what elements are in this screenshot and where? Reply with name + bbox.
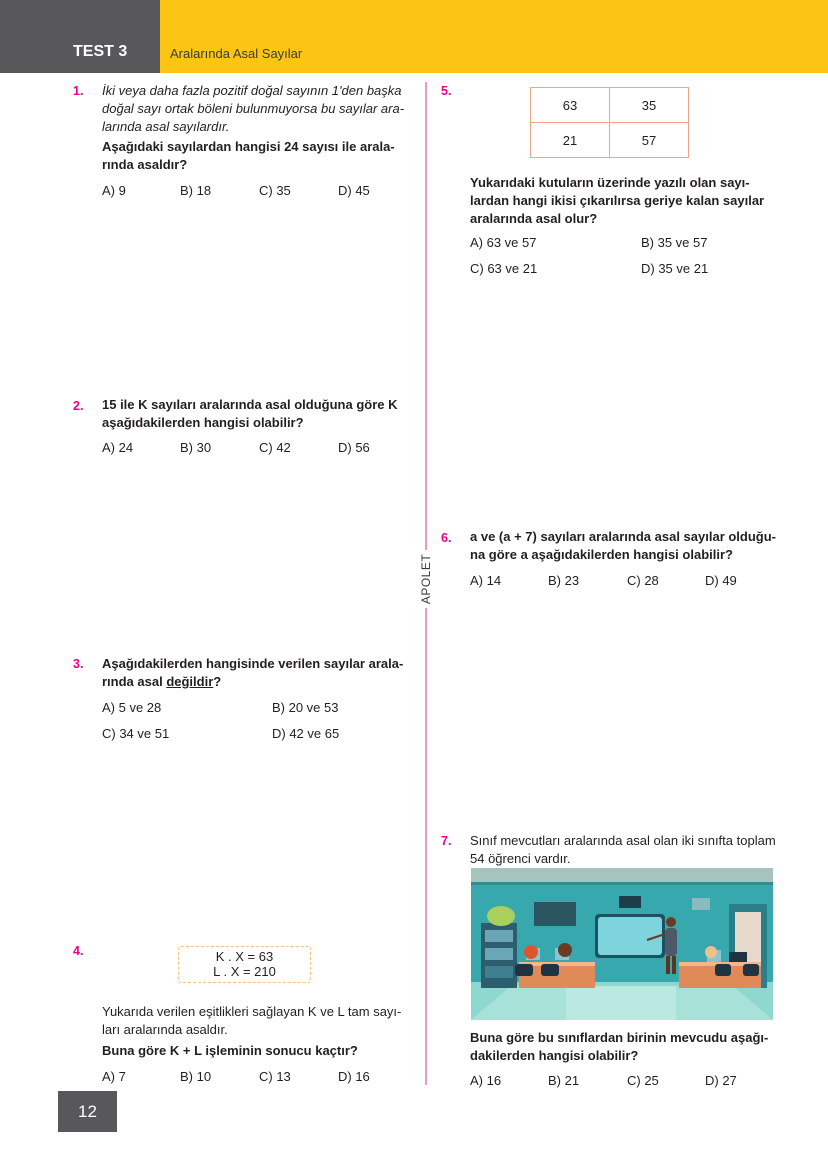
equation-box: [178, 946, 311, 983]
option-b[interactable]: B) 18: [180, 183, 212, 198]
number-box: 35: [610, 88, 689, 123]
option-b[interactable]: B) 10: [180, 1069, 212, 1084]
option-c[interactable]: C) 42: [259, 440, 291, 455]
option-a[interactable]: A) 14: [470, 573, 502, 588]
section-title: Aralarında Asal Sayılar: [170, 46, 303, 61]
option-c[interactable]: C) 34 ve 51: [102, 726, 170, 741]
question-number: 2.: [73, 399, 84, 413]
option-a[interactable]: A) 9: [102, 183, 126, 198]
question-prompt: [470, 174, 776, 228]
option-d[interactable]: D) 35 ve 21: [641, 261, 709, 276]
question-number: 6.: [441, 531, 452, 545]
text-line: Yukarıdaki kutuların üzerinde yazılı olan sayı-: [470, 175, 750, 190]
option-c[interactable]: C) 35: [259, 183, 291, 198]
option-c[interactable]: C) 63 ve 21: [470, 261, 538, 276]
text-line: aralarında asal olur?: [470, 211, 598, 226]
option-b[interactable]: B) 20 ve 53: [272, 700, 339, 715]
question-intro: [470, 832, 776, 868]
question-number: 3.: [73, 657, 84, 671]
text-line: Aşağıdaki sayılardan hangisi 24 sayısı ile arala-: [102, 139, 395, 154]
option-b[interactable]: B) 23: [548, 573, 580, 588]
text-line: Sınıf mevcutları aralarında asal olan iki sınıfta toplam: [470, 833, 776, 848]
option-b[interactable]: B) 30: [180, 440, 212, 455]
text-line: larında asal sayılardır.: [102, 119, 230, 134]
option-a[interactable]: A) 24: [102, 440, 134, 455]
text-line: 54 öğrenci vardır.: [470, 851, 571, 866]
question-number: 4.: [73, 944, 84, 958]
option-a[interactable]: A) 7: [102, 1069, 126, 1084]
text-line: a ve (a + 7) sayıları aralarında asal sayılar olduğu-: [470, 529, 777, 544]
question-number: 7.: [441, 834, 452, 848]
question-prompt: Buna göre K + L işleminin sonucu kaçtır?: [102, 1043, 358, 1058]
text-line: dakilerden hangisi olabilir?: [470, 1048, 639, 1063]
text-line: Yukarıda verilen eşitlikleri sağlayan K ve L tam sayı-: [102, 1004, 402, 1019]
option-a[interactable]: A) 16: [470, 1073, 502, 1088]
question-prompt: [470, 528, 776, 564]
text-line: 15 ile K sayıları aralarında asal olduğuna göre K: [102, 397, 398, 412]
question-prompt: [102, 138, 409, 174]
text-line: Aşağıdakilerden hangisinde verilen sayılar arala-: [102, 656, 404, 671]
page-header: [0, 0, 828, 73]
number-box: 63: [531, 88, 610, 123]
classroom-illustration: [471, 868, 773, 1020]
option-d[interactable]: D) 49: [705, 573, 737, 588]
option-b[interactable]: B) 35 ve 57: [641, 235, 708, 250]
number-boxes-table: [530, 87, 689, 158]
option-a[interactable]: A) 5 ve 28: [102, 700, 162, 715]
header-title-block: [160, 0, 828, 73]
number-box: 57: [610, 123, 689, 158]
text-line: rında asaldır?: [102, 157, 188, 172]
publisher-label: APOLET: [419, 553, 433, 605]
text-line: ları aralarında asaldır.: [102, 1022, 228, 1037]
option-c[interactable]: C) 25: [627, 1073, 659, 1088]
question-prompt: [102, 396, 409, 432]
equation-line: K . X = 63: [215, 949, 274, 964]
emphasis-word: değildir: [166, 674, 214, 689]
text-line: Buna göre bu sınıflardan birinin mevcudu aşağı-: [470, 1030, 769, 1045]
option-d[interactable]: D) 27: [705, 1073, 737, 1088]
text-line: na göre a aşağıdakilerden hangisi olabilir?: [470, 547, 733, 562]
option-d[interactable]: D) 16: [338, 1069, 370, 1084]
option-d[interactable]: D) 42 ve 65: [272, 726, 340, 741]
question-prompt: [102, 655, 409, 691]
header-test-block: [0, 0, 160, 73]
text-line: doğal sayı ortak böleni bulunmuyorsa bu sayılar ara-: [102, 101, 405, 116]
option-d[interactable]: D) 56: [338, 440, 370, 455]
question-intro: [102, 1003, 409, 1039]
text-fragment: rında asal: [102, 674, 167, 689]
page-number: 12: [58, 1091, 117, 1132]
question-number: 5.: [441, 84, 452, 98]
test-label: TEST 3: [73, 43, 128, 60]
option-a[interactable]: A) 63 ve 57: [470, 235, 537, 250]
option-d[interactable]: D) 45: [338, 183, 370, 198]
equation-line: L . X = 210: [213, 964, 276, 979]
number-box: 21: [531, 123, 610, 158]
text-line: [102, 673, 409, 691]
option-b[interactable]: B) 21: [548, 1073, 580, 1088]
question-prompt: [470, 1029, 776, 1065]
text-line: lardan hangi ikisi çıkarılırsa geriye kalan sayılar: [470, 193, 765, 208]
text-line: aşağıdakilerden hangisi olabilir?: [102, 415, 304, 430]
option-c[interactable]: C) 13: [259, 1069, 291, 1084]
text-line: İki veya daha fazla pozitif doğal sayının 1'den başka: [102, 83, 402, 98]
text-fragment: ?: [213, 674, 222, 689]
option-c[interactable]: C) 28: [627, 573, 659, 588]
question-intro: [102, 82, 409, 136]
question-number: 1.: [73, 84, 84, 98]
